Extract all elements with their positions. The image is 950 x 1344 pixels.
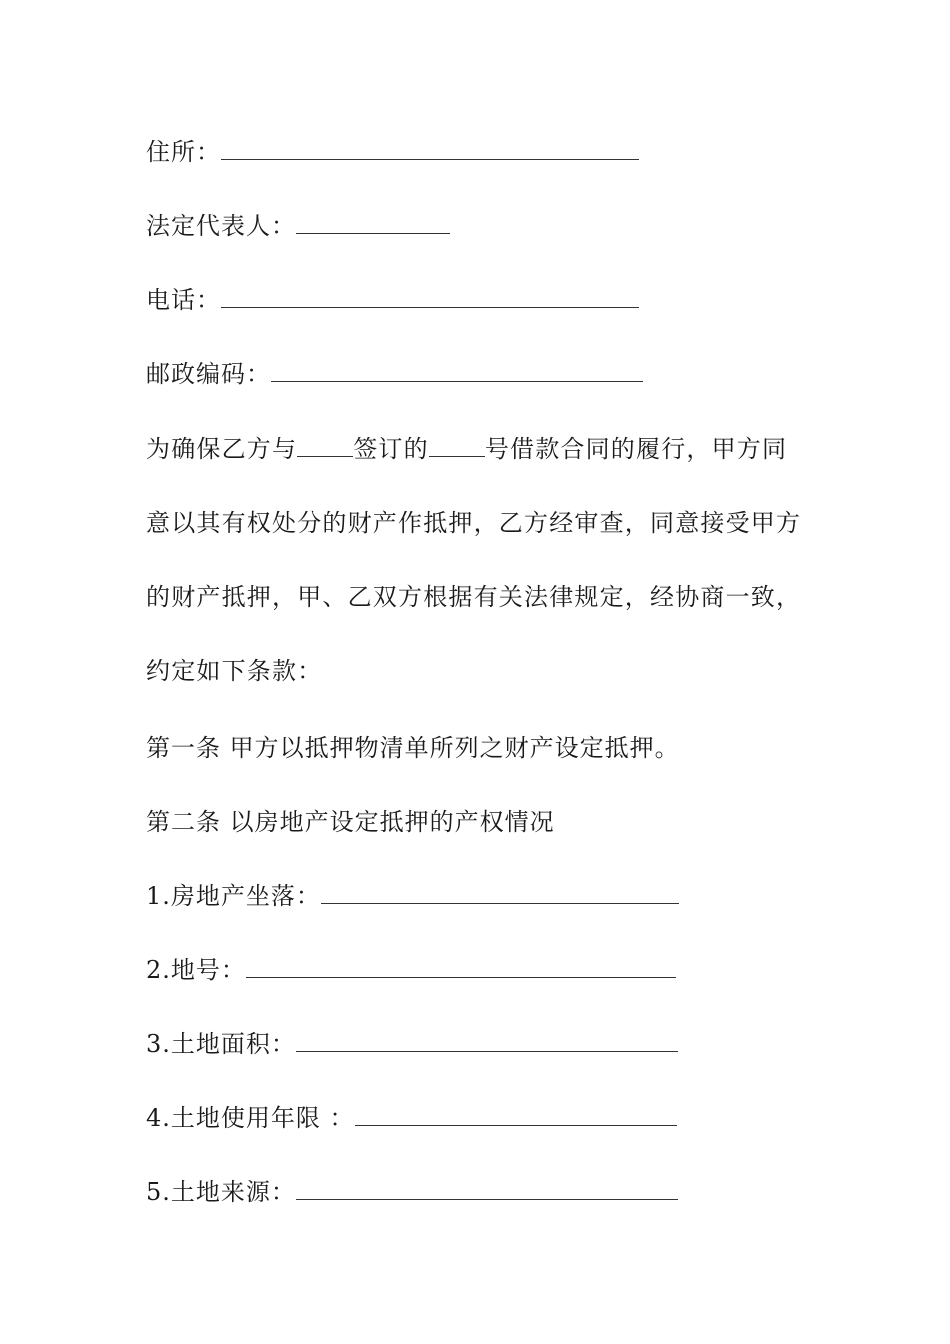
property-location-row <box>146 880 679 912</box>
land-area-blank[interactable] <box>296 1029 678 1052</box>
phone-blank[interactable] <box>221 285 639 308</box>
land-area-row <box>146 1028 678 1060</box>
contract-number-blank[interactable] <box>429 436 485 457</box>
address-row <box>146 136 639 168</box>
intro-paragraph <box>146 412 806 708</box>
intro-text-1: 为确保乙方与 <box>146 435 298 463</box>
legal-rep-row <box>146 210 450 242</box>
article-1: 第一条 甲方以抵押物清单所列之财产设定抵押。 <box>146 734 680 762</box>
property-location-label: 1.房地产坐落： <box>146 882 321 910</box>
intro-text-2: 签订的 <box>353 435 429 463</box>
land-source-label: 5.土地来源： <box>146 1178 296 1206</box>
land-use-term-blank[interactable] <box>355 1103 677 1126</box>
address-blank[interactable] <box>221 137 639 160</box>
land-use-term-label: 4.土地使用年限 ： <box>146 1104 355 1132</box>
property-location-blank[interactable] <box>321 881 679 904</box>
intro-text-3: 号借款合同的履行，甲方同意以其有权处分的财产作抵押，乙方经审查，同意接受甲方的财产抵押，甲、乙双方根据有关法律规定，经协商一致，约定如下条款： <box>146 435 802 685</box>
lot-number-label: 2.地号： <box>146 956 246 984</box>
legal-rep-label: 法定代表人： <box>146 212 296 240</box>
address-label: 住所： <box>146 138 221 166</box>
land-source-row <box>146 1176 678 1208</box>
phone-label: 电话： <box>146 286 221 314</box>
lot-number-row <box>146 954 676 986</box>
postcode-row <box>146 358 643 390</box>
party-blank[interactable] <box>297 436 353 457</box>
lot-number-blank[interactable] <box>246 955 676 978</box>
postcode-label: 邮政编码： <box>146 360 271 388</box>
legal-rep-blank[interactable] <box>296 211 450 234</box>
phone-row <box>146 284 639 316</box>
land-use-term-row <box>146 1102 677 1134</box>
land-area-label: 3.土地面积： <box>146 1030 296 1058</box>
land-source-blank[interactable] <box>296 1177 678 1200</box>
article-2: 第二条 以房地产设定抵押的产权情况 <box>146 808 555 836</box>
postcode-blank[interactable] <box>271 359 643 382</box>
